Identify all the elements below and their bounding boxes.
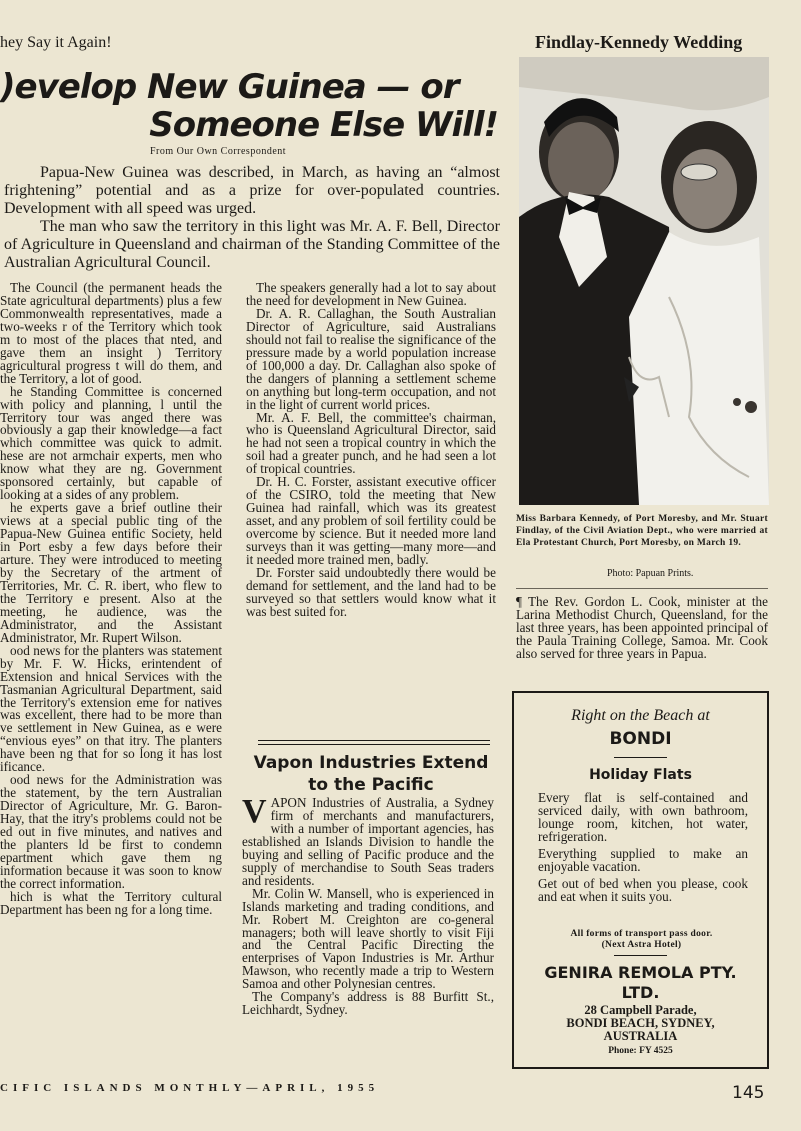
ad-divider xyxy=(614,955,667,956)
paragraph: APON Industries of Australia, a Sydney firm of merchants and manufacturers, with a number of important agencies, has established an Islands Division to handle the buying and selling of Pacific produce and the supply of merchandise to South Seas traders and residents. xyxy=(242,795,494,888)
ad-divider xyxy=(614,757,667,758)
ad-paragraph: Every flat is self-contained and serviced daily, with own bathroom, lounge room, kitchen, hot water, refrigeration. xyxy=(538,790,748,844)
ad-address xyxy=(514,1004,767,1043)
ad-tagline: Right on the Beach at xyxy=(571,707,710,724)
running-header-right: Findlay-Kennedy Wedding xyxy=(535,32,743,52)
ad-paragraph: Everything supplied to make an enjoyable vacation. xyxy=(538,846,748,874)
ad-body xyxy=(538,791,748,907)
lead-paragraph: Papua-New Guinea was described, in March, as having an “almost frightening” potential and as a prize for over-populated countries. Development with all speed was urged. xyxy=(4,164,500,217)
page-number: 145 xyxy=(732,1083,765,1103)
ad-transport-line: All forms of transport pass door. xyxy=(570,929,713,939)
double-rule-divider xyxy=(258,740,490,745)
paragraph: Mr. Colin W. Mansell, who is experienced in Islands marketing and trading conditions, and Mr. Robert M. Creighton are co-general managers; both will leave shortly to visit Fiji and the Central Pacific Directing the enterprises of Vapon Industries is Mr. Arthur Mawson, who recently made a trip to Western Samoa and other Polynesian centres. xyxy=(242,885,494,992)
photo-caption: Miss Barbara Kennedy, of Port Moresby, and Mr. Stuart Findlay, of the Civil Aviation Dept., who were married at Ela Protestant Church, Port Moresby, on March 19. xyxy=(516,514,768,548)
photo-credit: Photo: Papuan Prints. xyxy=(607,568,694,579)
ad-address-line: BONDI BEACH, SYDNEY, xyxy=(566,1016,715,1030)
vapon-headline: Vapon Industries Extend to the Pacific xyxy=(253,753,489,795)
ad-address-line: 28 Campbell Parade, xyxy=(584,1003,697,1017)
cook-news-item: ¶ The Rev. Gordon L. Cook, minister at the Larina Methodist Church, Queensland, for the last three years, has been appointed principal of the Paula Training College, Samoa. Mr. Cook also served for three years in Papua. xyxy=(516,594,768,661)
headline-line-1: )evelop New Guinea — or xyxy=(0,67,459,107)
paragraph: he experts gave a brief outline their views at a special public ting of the Papua-New Guinea entific Society, held in Port esby a few days before their arture. They were introduced to meeting by the Secretary of the artment of Territories, Mr. C. R. ibert, who flew to the Territory e present. Also at the meeting, he audience, was the Administrator, and the Assistant Administrator, Mr. Rupert Wilson. xyxy=(0,500,222,645)
paragraph: The speakers generally had a lot to say about the need for development in New Guinea. xyxy=(246,280,496,308)
paragraph: Dr. A. R. Callaghan, the South Australian Director of Agriculture, said Australians should not fail to realise the significance of the pressure made by a world population increase of 100,000 a day. Dr. Callaghan also spoke of the dangers of planning a settlement scheme on anything but long-term occupation, and not in the light of current world prices. xyxy=(246,305,496,412)
ad-transport-note xyxy=(534,929,749,951)
ad-paragraph: Get out of bed when you please, cook and eat when it suits you. xyxy=(538,876,748,904)
lead-paragraphs xyxy=(4,164,500,272)
ad-company xyxy=(514,963,767,1003)
paragraph: The Council (the permanent heads the State agricultural departments) plus a few Commonwealth representatives, made a two-weeks r of the Territory which took m to most of the places that nted, and gave them an insight ) Territory agricultural progress t will do them, and the Territory, a lot of good. xyxy=(0,280,222,386)
byline: From Our Own Correspondent xyxy=(150,146,287,157)
bondi-flats-advertisement xyxy=(512,691,769,1069)
wedding-photo-illustration xyxy=(519,57,769,505)
paragraph: The Company's address is 88 Burfitt St., Leichhardt, Sydney. xyxy=(242,989,494,1018)
wedding-photo xyxy=(519,57,769,505)
ad-address-line: AUSTRALIA xyxy=(603,1029,678,1043)
running-header-left: hey Say it Again! xyxy=(0,34,112,51)
article-column-middle xyxy=(246,282,496,619)
paragraph: ood news for the planters was statement by Mr. F. W. Hicks, erintendent of Extension and hnical Services with the Tasmanian Agricultural Department, said the Territory's extension eme for natives was excellent, there had to be more than ve settlement in New Guinea, as e were “envious eyes” on that itry. The planters have been ng that for so long it has lost ificance. xyxy=(0,642,222,775)
ad-place: BONDI xyxy=(609,729,672,749)
article-headline xyxy=(0,68,500,144)
article-column-left xyxy=(0,282,222,917)
ad-phone: Phone: FY 4525 xyxy=(608,1046,673,1056)
running-footer: CIFIC ISLANDS MONTHLY—APRIL, 1955 xyxy=(0,1082,380,1094)
paragraph: hich is what the Territory cultural Department has been ng for a long time. xyxy=(0,888,222,917)
paragraph: Mr. A. F. Bell, the committee's chairman, who is Queensland Agricultural Director, said he had not seen a tropical country in which the soil had a greater punch, and he had seen a lot of tropical countries. xyxy=(246,409,496,477)
paragraph: he Standing Committee is concerned with policy and planning, l until the Territory tour was anged there was obviously a gap their knowledge—a fact which committee was quick to admit. hese are not armchair experts, men who know what they are ng. Government sponsored certainly, but capable of looking at a sides of any problem. xyxy=(0,383,222,503)
paragraph: Dr. H. C. Forster, assistant executive officer of the CSIRO, told the meeting that New Guinea had rainfall, which was its greatest asset, and any problem of soil fertility could be overcome by science. But it needed more land surveys than it was getting—many more—and it needed more trained men, badly. xyxy=(246,474,496,568)
drop-cap: V xyxy=(242,793,267,830)
headline-line-2: Someone Else Will! xyxy=(149,105,498,145)
paragraph: ood news for the Administration was the statement, by the tern Australian Director of Agriculture, Mr. G. Baron-Hay, that the itry's problems could not be ed out in five minutes, and natives and the planters ld be first to condemn epartment which gave them ng information because it was soon to know the correct information. xyxy=(0,772,222,891)
lead-paragraph: The man who saw the territory in this light was Mr. A. F. Bell, Director of Agriculture in Queensland and chairman of the Standing Committee of the Australian Agricultural Council. xyxy=(4,218,500,271)
ad-heading: Holiday Flats xyxy=(589,767,692,783)
paragraph: Dr. Forster said undoubtedly there would be demand for settlement, and the land had to be surveyed so that settlers would know what it was best suited for. xyxy=(246,564,496,619)
ad-company-line: GENIRA REMOLA PTY. xyxy=(544,963,737,982)
vapon-article xyxy=(242,793,494,1018)
ad-transport-line: (Next Astra Hotel) xyxy=(601,940,682,950)
divider xyxy=(516,588,768,589)
ad-company-line: LTD. xyxy=(621,983,660,1002)
